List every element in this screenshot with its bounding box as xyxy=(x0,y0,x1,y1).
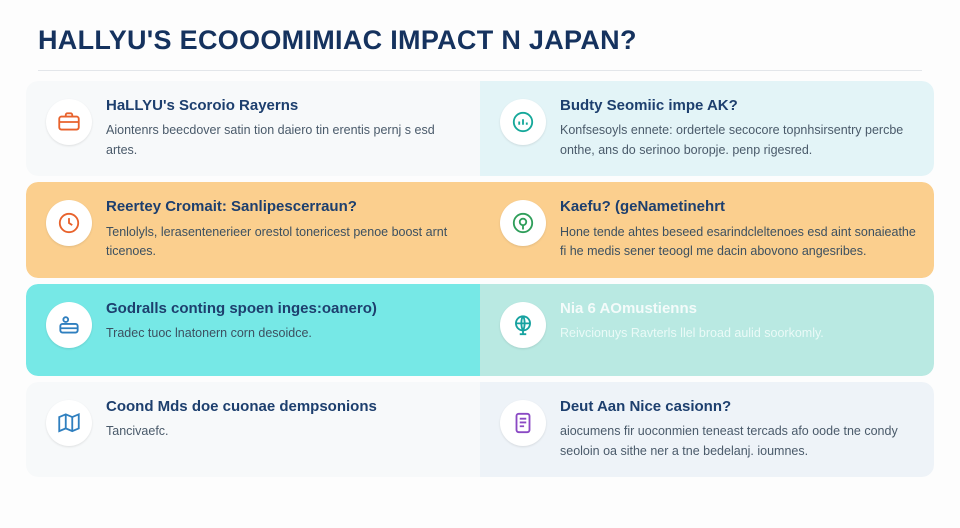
info-card-body: Tradec tuoc lnatonern corn desoidce. xyxy=(106,326,312,341)
info-card[interactable] xyxy=(26,382,480,478)
info-card-body: Konfsesoyls ennete: ordertele secocore topnhsirsentry percbe onthe, ans do serinoo boropje. penp rigesred. xyxy=(560,123,904,157)
info-card-text xyxy=(560,198,916,262)
info-card-body: Aiontenrs beecdover satin tion daiero tin erentis pernj s esd artes. xyxy=(106,123,435,157)
info-row xyxy=(26,182,934,278)
info-card[interactable] xyxy=(26,182,480,278)
chart-bar-icon xyxy=(500,99,546,145)
info-card-text xyxy=(106,198,462,262)
info-card-body: Reivcionuys Ravterls llel broad aulid soorkomly. xyxy=(560,326,824,341)
info-card[interactable] xyxy=(480,182,934,278)
rows-container xyxy=(26,81,934,478)
info-card[interactable] xyxy=(480,81,934,177)
info-card-body: Hone tende ahtes beseed esarindcleltenoes esd aint sonaieathe fi he medis sener teoogl me dacin abovono angesribes. xyxy=(560,224,916,259)
info-card-title: Reertey Cromait: Sanlipescerraun? xyxy=(106,198,357,216)
globe-icon xyxy=(500,302,546,348)
info-card-title: Kaefu? (geNametinehrt xyxy=(560,198,726,216)
info-card-title: HaLLYU's Scoroio Rayerns xyxy=(106,96,299,114)
document-icon xyxy=(500,400,546,446)
info-card[interactable] xyxy=(26,284,480,376)
title-divider xyxy=(38,70,922,71)
page-title: HALLYU'S ECOOOMIMIAC IMPACT N JAPAN? xyxy=(38,25,637,55)
info-card-text xyxy=(106,398,462,442)
info-card-title: Budty Seomiic impe AK? xyxy=(560,96,738,114)
info-card[interactable] xyxy=(480,284,934,376)
info-card-body: Tenlolyls, lerasentenerieer orestol tonericest penoe boost arnt ticenoes. xyxy=(106,224,448,259)
info-card-text xyxy=(106,300,462,344)
info-row xyxy=(26,382,934,478)
clock-icon xyxy=(46,200,92,246)
info-card-title: Godralls conting spoen inges:oanero) xyxy=(106,299,377,317)
info-row xyxy=(26,81,934,177)
info-card-text xyxy=(560,97,916,161)
info-card-title: Coond Mds doe cuonae dempsonions xyxy=(106,397,377,415)
info-card-text xyxy=(106,97,462,161)
info-row xyxy=(26,284,934,376)
target-icon xyxy=(500,200,546,246)
info-card-text xyxy=(560,300,916,344)
info-card-text xyxy=(560,398,916,462)
info-card-title: Nia 6 AOmustienns xyxy=(560,299,697,317)
suitcase-person-icon xyxy=(46,302,92,348)
briefcase-icon xyxy=(46,99,92,145)
info-card-body: aiocumens fir uoconmien teneast tercads afo oode tne condy seoloin oa sithe ner a tne bedelanj. ioumnes. xyxy=(560,424,898,458)
info-card-body: Tancivaefc. xyxy=(106,424,169,439)
info-card-title: Deut Aan Nice casionn? xyxy=(560,397,732,415)
info-card[interactable] xyxy=(26,81,480,177)
map-icon xyxy=(46,400,92,446)
info-card[interactable] xyxy=(480,382,934,478)
